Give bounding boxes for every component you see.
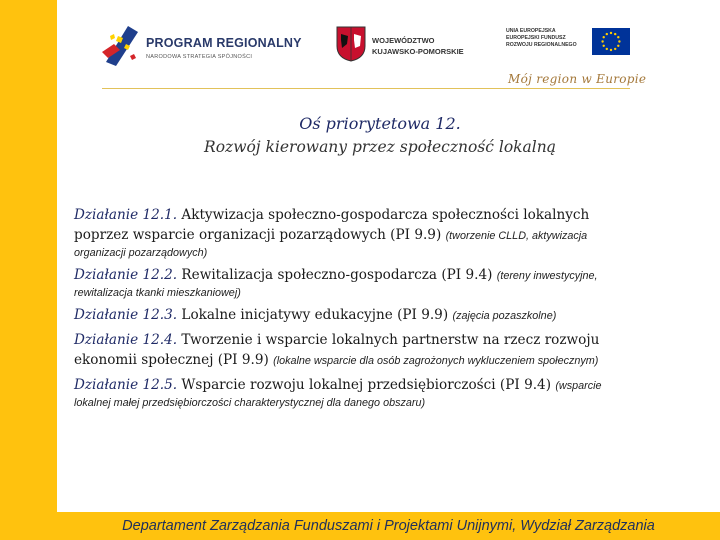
nss-emblem-icon — [100, 22, 144, 68]
action-note: (tworzenie CLLD, aktywizacja — [445, 230, 588, 242]
footer-text: Departament Zarządzania Funduszami i Projektami Unijnymi, Wydział Zarządzania — [122, 518, 655, 534]
left-accent-bar — [0, 0, 57, 540]
coat-of-arms-icon — [336, 26, 366, 62]
action-text: poprzez wsparcie organizacji pozarządowych (PI 9.9) — [74, 227, 446, 243]
action-text: ekonomii społecznej (PI 9.9) — [74, 352, 274, 368]
list-item — [74, 330, 714, 371]
action-text: Rewitalizacja społeczno-gospodarcza (PI 9.4) — [177, 267, 497, 283]
footer-bar — [57, 512, 720, 540]
action-note-continuation: rewitalizacja tkanki mieszkaniowej) — [74, 287, 241, 299]
list-item — [74, 305, 714, 326]
action-label: Działanie 12.1. — [74, 207, 178, 223]
eu-logo — [506, 28, 630, 64]
header-divider — [102, 88, 630, 89]
action-note: (wsparcie — [555, 380, 602, 392]
action-label: Działanie 12.5. — [74, 377, 178, 393]
action-note: (lokalne wsparcie dla osób zagrożonych wykluczeniem społecznym) — [273, 355, 599, 367]
slide-title — [90, 113, 670, 159]
action-label: Działanie 12.2. — [74, 267, 178, 283]
action-list — [74, 205, 714, 415]
program-regionalny-logo — [100, 22, 300, 68]
title-line1: Oś priorytetowa 12. — [299, 114, 461, 133]
action-text: Aktywizacja społeczno-gospodarcza społeczności lokalnych — [177, 207, 590, 223]
action-text: Tworzenie i wsparcie lokalnych partnerstw na rzecz rozwoju — [177, 332, 600, 348]
region-logo-line1: WOJEWÓDZTWO — [372, 36, 435, 45]
action-note: (tereny inwestycyjne, — [496, 270, 598, 282]
action-note-continuation: lokalnej małej przedsiębiorczości charakterystycznej dla danego obszaru) — [74, 397, 426, 409]
eu-logo-text: UNIA EUROPEJSKA EUROPEJSKI FUNDUSZ ROZWOJU REGIONALNEGO — [506, 28, 577, 48]
region-logo-line2: KUJAWSKO-POMORSKIE — [372, 47, 464, 56]
action-label: Działanie 12.3. — [74, 307, 178, 323]
list-item — [74, 265, 714, 301]
list-item — [74, 375, 714, 411]
action-note-continuation: organizacji pozarządowych) — [74, 247, 208, 259]
title-line2: Rozwój kierowany przez społeczność lokalną — [204, 138, 556, 156]
program-logo-subtitle: NARODOWA STRATEGIA SPÓJNOŚCI — [146, 54, 253, 60]
list-item — [74, 205, 714, 261]
action-label: Działanie 12.4. — [74, 332, 178, 348]
program-logo-name: PROGRAM REGIONALNY — [146, 36, 302, 50]
eu-flag-icon — [592, 28, 630, 55]
action-text: Wsparcie rozwoju lokalnej przedsiębiorczości (PI 9.4) — [177, 377, 556, 393]
action-note: (zajęcia pozaszkolne) — [452, 310, 557, 322]
action-text: Lokalne inicjatywy edukacyjne (PI 9.9) — [177, 307, 453, 323]
slogan: Mój region w Europie — [508, 72, 647, 86]
region-logo — [336, 22, 496, 68]
